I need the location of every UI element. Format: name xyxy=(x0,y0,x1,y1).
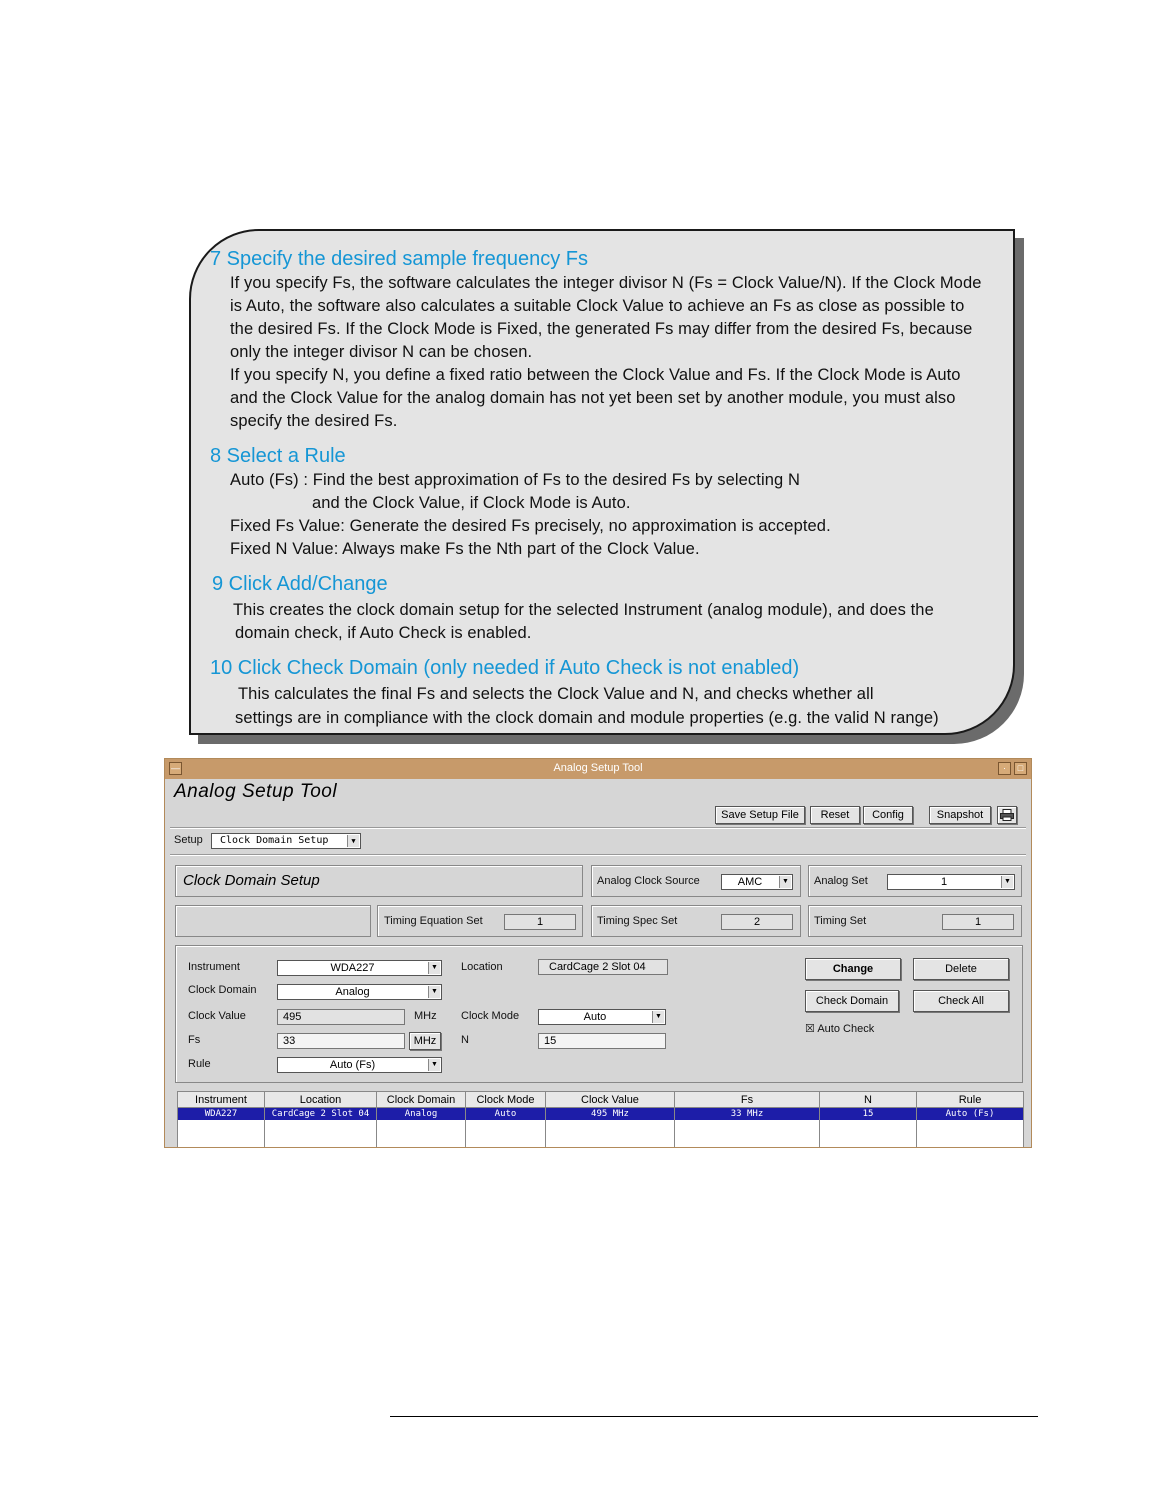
table-cell: WDA227 xyxy=(178,1108,265,1121)
column-header[interactable]: N xyxy=(820,1092,917,1108)
analog-clock-source-select[interactable] xyxy=(721,874,793,890)
section-title: Clock Domain Setup xyxy=(183,872,320,889)
n-input[interactable]: 15 xyxy=(538,1033,666,1049)
clock-mode-value: Auto xyxy=(583,1011,607,1023)
timing-spec-set-label: Timing Spec Set xyxy=(597,915,678,927)
rule-select[interactable] xyxy=(277,1057,442,1073)
auto-check-checkbox[interactable] xyxy=(805,1022,874,1035)
table-cell: 15 xyxy=(820,1108,917,1121)
clock-mode-select[interactable] xyxy=(538,1009,666,1025)
chevron-down-icon: ▼ xyxy=(779,876,791,888)
chevron-down-icon: ▼ xyxy=(1001,876,1013,888)
table-cell xyxy=(820,1120,917,1148)
snapshot-button[interactable]: Snapshot xyxy=(929,806,991,824)
app-title: Analog Setup Tool xyxy=(174,781,338,802)
section-title-panel xyxy=(175,865,583,897)
step-7-line: the desired Fs. If the Clock Mode is Fixed, the generated Fs may differ from the desired Fs, because xyxy=(230,320,973,338)
table-cell xyxy=(546,1120,675,1148)
table-cell xyxy=(675,1120,820,1148)
location-field: CardCage 2 Slot 04 xyxy=(538,959,668,975)
step-7-line: is Auto, the software also calculates a suitable Clock Value to achieve an Fs as close as possible to xyxy=(230,297,965,315)
printer-icon xyxy=(1000,809,1014,821)
step-9-line: This creates the clock domain setup for the selected Instrument (analog module), and does the xyxy=(233,601,934,619)
setup-label: Setup xyxy=(174,834,203,846)
timing-set-label: Timing Set xyxy=(814,915,867,927)
check-all-button[interactable]: Check All xyxy=(913,990,1009,1012)
setup-select-value: Clock Domain Setup xyxy=(220,835,329,846)
table-row[interactable] xyxy=(178,1108,1024,1121)
step-7-line: only the integer divisor N can be chosen. xyxy=(230,343,533,361)
table-cell xyxy=(178,1120,265,1148)
table-cell xyxy=(377,1120,466,1148)
minimize-icon[interactable]: · xyxy=(998,762,1011,775)
table-cell xyxy=(917,1120,1024,1148)
step-7-line: specify the desired Fs. xyxy=(230,412,398,430)
column-header[interactable]: Clock Domain xyxy=(377,1092,466,1108)
table-cell: 33 MHz xyxy=(675,1108,820,1121)
analog-clock-source-label: Analog Clock Source xyxy=(597,875,700,887)
clock-domain-select[interactable] xyxy=(277,984,442,1000)
n-label: N xyxy=(461,1034,469,1046)
clock-domain-table xyxy=(177,1091,1024,1148)
step-7-line: and the Clock Value for the analog domain has not yet been set by another module, you must also xyxy=(230,389,956,407)
rule-label: Rule xyxy=(188,1058,211,1070)
auto-check-label: Auto Check xyxy=(817,1023,875,1035)
timing-set-field: 1 xyxy=(942,914,1014,930)
timing-equation-set-panel xyxy=(377,905,583,937)
step-8-heading: 8 Select a Rule xyxy=(210,445,346,467)
toolbar-divider xyxy=(170,827,1026,829)
fs-unit-button[interactable]: MHz xyxy=(409,1032,441,1050)
blank-panel xyxy=(175,905,371,937)
clock-value-field: 495 xyxy=(277,1009,405,1025)
step-8-line: and the Clock Value, if Clock Mode is Auto. xyxy=(312,494,631,512)
reset-button[interactable]: Reset xyxy=(810,806,860,824)
timing-set-panel xyxy=(808,905,1022,937)
column-header[interactable]: Clock Mode xyxy=(466,1092,546,1108)
analog-setup-tool-window xyxy=(164,758,1032,1148)
timing-spec-set-field: 2 xyxy=(721,914,793,930)
checkbox-checked-icon: ☒ xyxy=(805,1023,815,1035)
fs-label: Fs xyxy=(188,1034,201,1046)
table-cell: CardCage 2 Slot 04 xyxy=(265,1108,377,1121)
clock-value-label: Clock Value xyxy=(188,1010,246,1022)
step-8-line: Fixed Fs Value: Generate the desired Fs precisely, no approximation is accepted. xyxy=(230,517,831,535)
table-cell xyxy=(265,1120,377,1148)
chevron-down-icon: ▼ xyxy=(347,835,359,847)
analog-set-panel xyxy=(808,865,1022,897)
analog-set-label: Analog Set xyxy=(814,875,868,887)
instrument-select[interactable] xyxy=(277,960,442,976)
step-7-line: If you specify Fs, the software calculates the integer divisor N (Fs = Clock Value/N). If the Clock Mode xyxy=(230,274,982,292)
step-8-line: Fixed N Value: Always make Fs the Nth part of the Clock Value. xyxy=(230,540,700,558)
clock-domain-value: Analog xyxy=(335,986,370,998)
table-empty-row xyxy=(178,1120,1024,1148)
timing-spec-set-panel xyxy=(591,905,801,937)
step-7-heading: 7 Specify the desired sample frequency Fs xyxy=(210,248,588,270)
rule-value: Auto (Fs) xyxy=(329,1059,376,1071)
chevron-down-icon: ▼ xyxy=(428,1059,440,1071)
setup-divider xyxy=(170,854,1026,856)
save-setup-file-button[interactable]: Save Setup File xyxy=(715,806,805,824)
table-cell: 495 MHz xyxy=(546,1108,675,1121)
column-header[interactable]: Fs xyxy=(675,1092,820,1108)
window-titlebar[interactable] xyxy=(165,759,1031,779)
maximize-icon[interactable]: □ xyxy=(1014,762,1027,775)
change-button[interactable]: Change xyxy=(805,958,901,980)
step-8-line: Auto (Fs) : Find the best approximation of Fs to the desired Fs by selecting N xyxy=(230,471,800,489)
clock-domain-form xyxy=(175,945,1023,1083)
fs-input[interactable]: 33 xyxy=(277,1033,405,1049)
column-header[interactable]: Instrument xyxy=(178,1092,265,1108)
step-9-line: domain check, if Auto Check is enabled. xyxy=(235,624,532,642)
column-header[interactable]: Clock Value xyxy=(546,1092,675,1108)
table-header-row xyxy=(178,1092,1024,1108)
instrument-label: Instrument xyxy=(188,961,240,973)
step-10-line: This calculates the final Fs and selects the Clock Value and N, and checks whether all xyxy=(238,685,874,703)
chevron-down-icon: ▼ xyxy=(428,986,440,998)
table-cell: Auto xyxy=(466,1108,546,1121)
footer-rule xyxy=(390,1416,1038,1417)
instrument-value: WDA227 xyxy=(330,962,375,974)
analog-set-value: 1 xyxy=(940,876,948,888)
analog-clock-source-value: AMC xyxy=(737,876,763,888)
table-cell: Analog xyxy=(377,1108,466,1121)
timing-equation-set-field: 1 xyxy=(504,914,576,930)
step-10-heading: 10 Click Check Domain (only needed if Auto Check is not enabled) xyxy=(210,657,800,679)
step-9-heading: 9 Click Add/Change xyxy=(212,573,388,595)
check-domain-button[interactable]: Check Domain xyxy=(805,990,899,1012)
config-button[interactable]: Config xyxy=(863,806,913,824)
step-10-line: settings are in compliance with the clock domain and module properties (e.g. the valid N range) xyxy=(235,709,939,727)
window-title: Analog Setup Tool xyxy=(553,762,643,774)
window-menu-icon[interactable]: — xyxy=(171,763,180,773)
clock-mode-label: Clock Mode xyxy=(461,1010,520,1022)
timing-equation-set-label: Timing Equation Set xyxy=(384,915,483,927)
column-header[interactable]: Rule xyxy=(917,1092,1024,1108)
location-label: Location xyxy=(461,961,503,973)
delete-button[interactable]: Delete xyxy=(913,958,1009,980)
chevron-down-icon: ▼ xyxy=(428,962,440,974)
setup-select[interactable] xyxy=(211,833,361,849)
analog-set-select[interactable] xyxy=(887,874,1015,890)
analog-clock-source-panel xyxy=(591,865,801,897)
column-header[interactable]: Location xyxy=(265,1092,377,1108)
print-button[interactable] xyxy=(997,806,1017,824)
table-cell: Auto (Fs) xyxy=(917,1108,1024,1121)
step-7-line: If you specify N, you define a fixed ratio between the Clock Value and Fs. If the Clock Mode is Auto xyxy=(230,366,961,384)
chevron-down-icon: ▼ xyxy=(652,1011,664,1023)
clock-value-unit: MHz xyxy=(414,1010,437,1022)
table-cell xyxy=(466,1120,546,1148)
clock-domain-label: Clock Domain xyxy=(188,984,257,996)
